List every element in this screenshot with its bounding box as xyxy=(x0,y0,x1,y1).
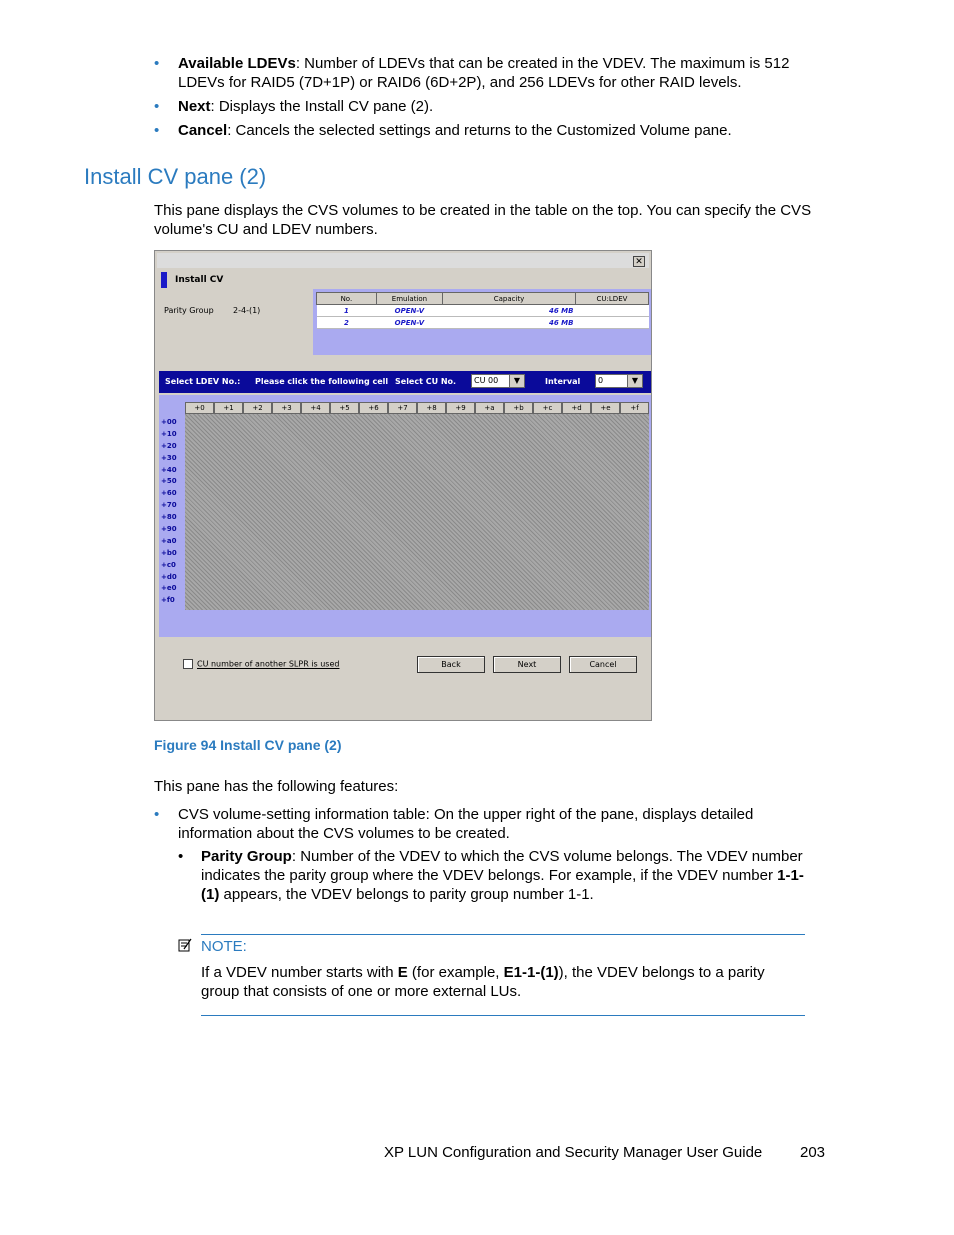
list-item: • CVS volume-setting information table: On the upper right of the pane, displays detailed information about the CVS volumes to be created. xyxy=(154,806,754,842)
cu-select[interactable]: CU 00 ▼ xyxy=(471,374,525,388)
note-icon xyxy=(178,938,192,952)
table-row[interactable]: 1 OPEN-V 46 MB xyxy=(317,305,649,317)
col-header-capacity[interactable]: Capacity xyxy=(443,293,576,305)
note-text: If a VDEV number starts with E (for example, E1-1-(1)), the VDEV belongs to a parity group that consists of one or more external LUs. xyxy=(201,964,765,1000)
grid-row-label: +90 xyxy=(161,525,177,534)
table-row[interactable]: 2 OPEN-V 46 MB xyxy=(317,317,649,329)
bullet-icon: • xyxy=(154,98,160,115)
features-list xyxy=(154,805,830,848)
grid-row-label: +d0 xyxy=(161,572,177,581)
col-header-emulation[interactable]: Emulation xyxy=(376,293,442,305)
window-title: Install CV xyxy=(161,272,223,288)
section-title: Install CV pane (2) xyxy=(84,164,267,189)
grid-row-label: +e0 xyxy=(161,584,177,593)
next-button[interactable]: Next xyxy=(493,656,561,673)
grid-col-header: +2 xyxy=(243,402,272,414)
note-bottom-divider xyxy=(201,1015,805,1016)
parity-group-value: 2-4-(1) xyxy=(233,306,261,315)
list-item: • Next: Displays the Install CV pane (2). xyxy=(154,98,434,115)
cv-table-panel xyxy=(313,289,651,355)
grid-col-header: +d xyxy=(562,402,591,414)
grid-col-header: +4 xyxy=(301,402,330,414)
figure-caption: Figure 94 Install CV pane (2) xyxy=(154,737,342,753)
grid-row-label: +70 xyxy=(161,501,177,510)
interval-select[interactable]: 0 ▼ xyxy=(595,374,643,388)
intro-paragraph: This pane displays the CVS volumes to be created in the table on the top. You can specify the CVS volume's CU and LDEV numbers. xyxy=(154,202,812,238)
other-slpr-checkbox[interactable] xyxy=(183,659,339,669)
list-item: • Cancel: Cancels the selected settings and returns to the Customized Volume pane. xyxy=(154,122,732,139)
grid-col-header: +e xyxy=(591,402,620,414)
grid-col-header: +7 xyxy=(388,402,417,414)
footer-title: XP LUN Configuration and Security Manager User Guide xyxy=(384,1144,763,1161)
features-intro: This pane has the following features: xyxy=(154,778,399,795)
grid-col-header: +8 xyxy=(417,402,446,414)
chevron-down-icon[interactable]: ▼ xyxy=(627,375,642,387)
grid-col-header: +5 xyxy=(330,402,359,414)
list-item: • Available LDEVs: Number of LDEVs that can be created in the VDEV. The maximum is 512 LDEVs for RAID5 (7D+1P) or RAID6 (6D+2P), and 256 LDEVs for other RAID levels. xyxy=(154,55,790,91)
grid-col-header: +3 xyxy=(272,402,301,414)
grid-col-header: +f xyxy=(620,402,649,414)
grid-col-header: +1 xyxy=(214,402,243,414)
select-ldev-label: Select LDEV No.: xyxy=(165,377,241,386)
grid-row-label: +a0 xyxy=(161,536,177,545)
grid-row-label: +40 xyxy=(161,465,177,474)
grid-col-header: +6 xyxy=(359,402,388,414)
close-icon[interactable]: ✕ xyxy=(633,256,645,267)
grid-col-header: +0 xyxy=(185,402,214,414)
cancel-button[interactable]: Cancel xyxy=(569,656,637,673)
select-cu-label: Select CU No. xyxy=(395,377,457,386)
grid-row-label: +c0 xyxy=(161,560,176,569)
grid-row-label: +20 xyxy=(161,441,177,450)
grid-row-label: +50 xyxy=(161,477,177,486)
grid-col-header: +b xyxy=(504,402,533,414)
grid-row-label: +60 xyxy=(161,489,177,498)
window-titlebar xyxy=(157,253,649,268)
install-cv-window xyxy=(154,250,652,721)
ldev-grid-row-labels xyxy=(161,416,185,606)
grid-row-label: +80 xyxy=(161,513,177,522)
grid-col-header: +a xyxy=(475,402,504,414)
col-header-no[interactable]: No. xyxy=(317,293,377,305)
interval-label: Interval xyxy=(545,377,581,386)
chevron-down-icon[interactable]: ▼ xyxy=(509,375,524,387)
note-top-divider xyxy=(201,934,805,935)
bullet-icon: • xyxy=(154,55,160,72)
cv-table xyxy=(316,292,649,329)
instruction-label: Please click the following cell xyxy=(255,377,389,386)
col-header-cu-ldev[interactable]: CU:LDEV xyxy=(575,293,648,305)
bullet-icon: • xyxy=(154,122,160,139)
grid-row-label: +10 xyxy=(161,429,177,438)
parity-group-label: Parity Group xyxy=(164,306,214,315)
grid-row-label: +30 xyxy=(161,453,177,462)
checkbox-label: CU number of another SLPR is used xyxy=(197,659,340,669)
ldev-selection-bar xyxy=(159,371,651,393)
grid-col-header: +c xyxy=(533,402,562,414)
note-label: NOTE: xyxy=(201,938,247,955)
grid-row-label: +00 xyxy=(161,418,177,426)
grid-row-label: +f0 xyxy=(161,596,175,605)
grid-row-label: +b0 xyxy=(161,548,177,557)
back-button[interactable]: Back xyxy=(417,656,485,673)
sub-bullet: • Parity Group: Number of the VDEV to which the CVS volume belongs. The VDEV number indicates the parity group where the VDEV belongs. For example, if the VDEV number 1-1-(1) appears, the VDEV belongs to parity group number 1-1. xyxy=(178,848,804,903)
ldev-grid-panel xyxy=(159,395,651,637)
ldev-grid-cells[interactable] xyxy=(185,414,649,610)
page-number: 203 xyxy=(800,1144,826,1161)
bullet-icon: • xyxy=(178,848,184,865)
checkbox-box[interactable] xyxy=(183,659,193,669)
bullet-icon: • xyxy=(154,806,160,823)
ldev-grid-header xyxy=(185,402,649,414)
option-list xyxy=(154,54,830,145)
grid-col-header: +9 xyxy=(446,402,475,414)
